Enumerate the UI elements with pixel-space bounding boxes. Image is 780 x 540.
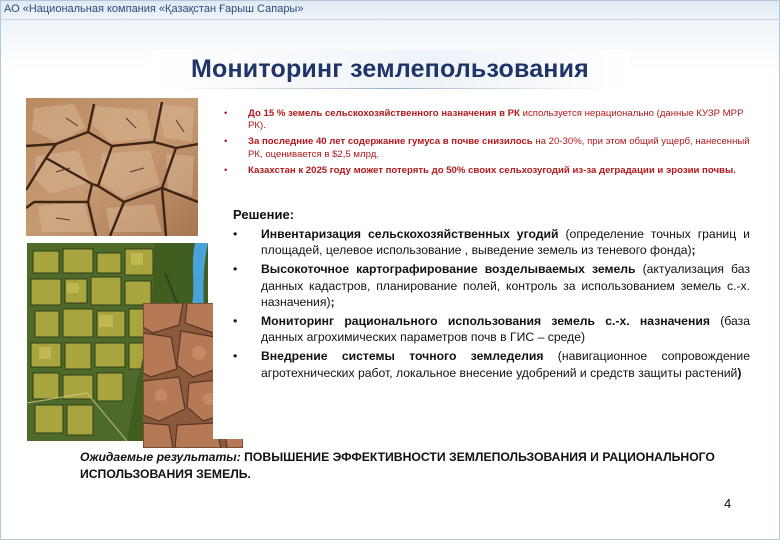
cracked-soil-photo <box>26 98 198 236</box>
results-value: ПОВЫШЕНИЕ ЭФФЕКТИВНОСТИ ЗЕМЛЕПОЛЬЗОВАНИЯ И РАЦИОНАЛЬНОГО ИСПОЛЬЗОВАНИЯ ЗЕМЕЛЬ <box>80 450 715 481</box>
fact-item: • За последние 40 лет содержание гумуса в почве снизилось на 20-30%, при этом общий ущерб, нанесенный РК, оценивается в $2,5 млрд. <box>224 136 750 160</box>
fact-item: • Казахстан к 2025 году может потерять до 50% своих сельхозугодий из-за деградации и эрозии почвы. <box>224 164 736 176</box>
solution-item: • Высокоточное картографирование возделываемых земель (актуализация баз данных кадастров, планирование полей, контроль за использованием земель с.-х. назначения); <box>233 262 750 309</box>
fact-item: • До 15 % земель сельскохозяйственного назначения в РК используется нерационально (данные КУЗР МРР РК). <box>224 108 744 132</box>
page-number: 4 <box>724 496 732 511</box>
solution-title: Решение: <box>233 207 295 222</box>
page-title: Мониторинг землепользования <box>191 55 589 83</box>
organization-header: АО «Национальная компания «Қазақстан Ғарыш Сапары» <box>4 3 304 15</box>
facts-list <box>222 108 755 181</box>
results-label: Ожидаемые результаты: <box>80 450 241 464</box>
solution-item: • Инвентаризация сельскохозяйственных угодий (определение точных границ и площадей, целевое использование , выведение земель из теневого фонда); <box>233 227 750 258</box>
expected-results: Ожидаемые результаты: ПОВЫШЕНИЕ ЭФФЕКТИВНОСТИ ЗЕМЛЕПОЛЬЗОВАНИЯ И РАЦИОНАЛЬНОГО ИСПОЛЬЗОВАНИЯ ЗЕМЕЛЬ. <box>80 450 715 481</box>
header-divider <box>0 19 780 20</box>
solution-item: • Внедрение системы точного земледелия (навигационное сопровождение агротехнических работ, локальное внесение удобрений и средств защиты растений) <box>233 349 750 380</box>
solution-list <box>233 226 750 384</box>
solution-item: • Мониторинг рационального использования земель с.-х. назначения (база данных агрохимических параметров почв в ГИС – среде) <box>233 314 750 345</box>
title-underline <box>170 88 610 89</box>
